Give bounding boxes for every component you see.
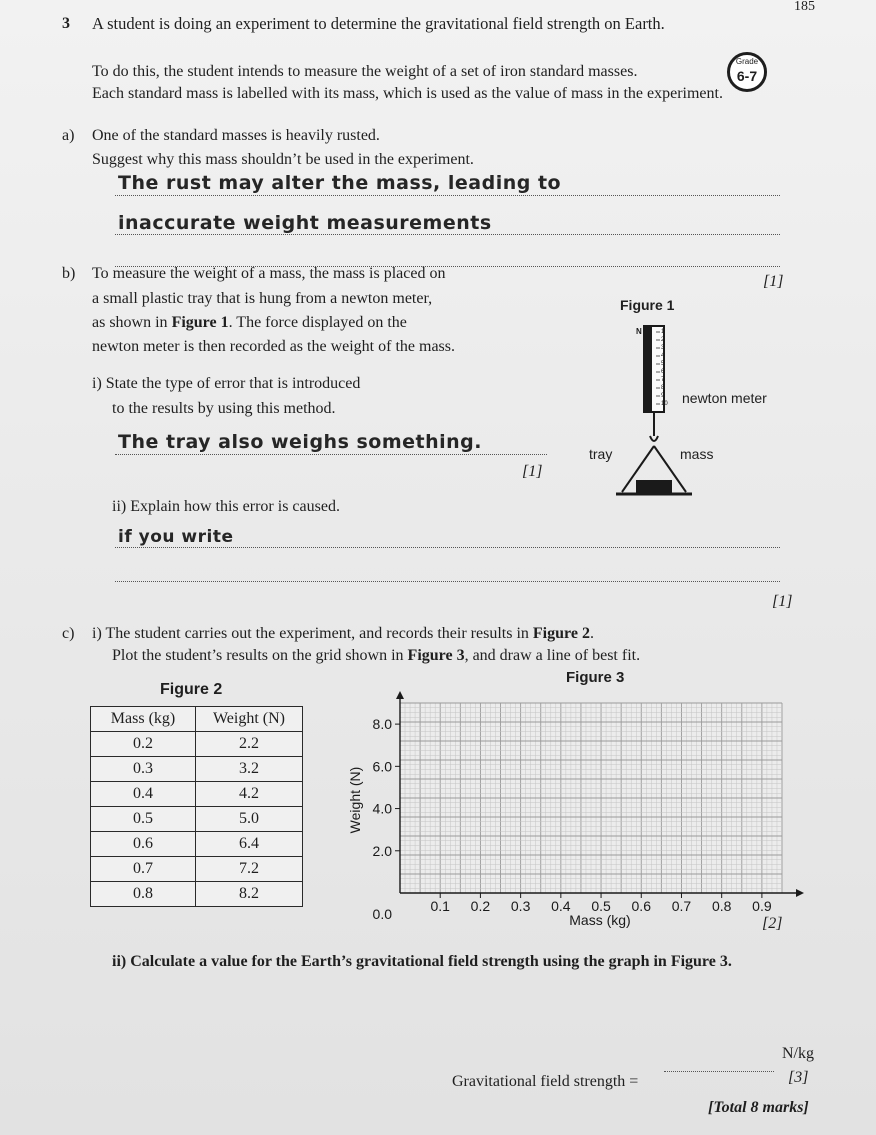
x-axis-arrow [796,889,804,897]
scale-number: 1 [661,329,665,335]
part-c-i-marks: [2] [762,915,783,932]
newton-meter-unit: N [636,327,642,336]
part-c-label: c) [62,625,75,642]
part-b-ii-answer: if you write [118,527,234,547]
scale-number: 8 [661,385,665,391]
part-b-ii-marks: [1] [772,593,793,610]
part-c-ii-marks: [3] [788,1069,809,1086]
part-b-i-line-2: to the results by using this method. [112,400,336,417]
weight-cell: 8.2 [196,882,303,907]
weight-mass-graph[interactable] [340,685,820,930]
part-b-label: b) [62,265,76,282]
y-tick-label: 2.0 [372,842,392,859]
part-a-line-2: Suggest why this mass shouldn’t be used in the experiment. [92,151,474,168]
y-axis-label: Weight (N) [347,766,363,834]
mass-cell: 0.6 [91,832,196,857]
answer-line-bii-2 [115,581,780,582]
part-b-i-answer: The tray also weighs something. [118,431,483,453]
part-a-label: a) [62,127,75,144]
figure3-title: Figure 3 [566,669,625,686]
scale-number: 7 [661,377,665,383]
part-b-i-marks: [1] [522,463,543,480]
weight-cell: 2.2 [196,732,303,757]
origin-label: 0.0 [372,906,392,922]
answer-input-line[interactable] [664,1071,774,1072]
table-row [91,732,303,757]
x-tick-label: 0.4 [551,898,571,914]
mass-cell: 0.4 [91,782,196,807]
answer-line-a1 [115,195,780,196]
table-row [91,757,303,782]
results-table [90,706,303,907]
part-b-line-1: To measure the weight of a mass, the mass is placed on [92,265,446,282]
total-marks: [Total 8 marks] [708,1099,809,1116]
part-b-ii-line: ii) Explain how this error is caused. [112,498,340,515]
grade-badge [727,52,767,92]
mass-label: mass [680,446,714,462]
table-row [91,857,303,882]
answer-line-a2 [115,234,780,235]
x-tick-label: 0.6 [631,898,651,914]
part-a-line-1: One of the standard masses is heavily rusted. [92,127,380,144]
figure1-title: Figure 1 [620,297,675,313]
part-b-line-4: newton meter is then recorded as the weight of the mass. [92,338,455,355]
x-tick-label: 0.8 [711,898,732,914]
answer-line-bi [115,454,547,455]
weight-cell: 4.2 [196,782,303,807]
intro-line-3: Each standard mass is labelled with its mass, which is used as the value of mass in the experiment. [92,85,723,102]
weight-cell: 7.2 [196,857,303,882]
part-a-answer-2: inaccurate weight measurements [118,212,492,234]
scale-number: 9 [661,393,665,399]
x-tick-label: 0.9 [752,898,772,914]
newton-meter-diagram [600,318,710,504]
y-tick-label: 4.0 [372,800,392,817]
part-a-marks: [1] [763,273,784,290]
mass-cell: 0.2 [91,732,196,757]
weight-cell: 5.0 [196,807,303,832]
mass-cell: 0.3 [91,757,196,782]
tray-label: tray [589,446,613,462]
table-row [91,782,303,807]
grade-badge-label: Grade [735,57,759,66]
scale-number: 4 [661,353,665,359]
x-tick-label: 0.2 [470,898,491,914]
answer-unit: N/kg [782,1045,814,1062]
scale-number: 2 [661,337,665,343]
newton-meter-label: newton meter [682,390,767,406]
figure2-title: Figure 2 [160,681,223,698]
mass-cell: 0.5 [91,807,196,832]
x-tick-label: 0.5 [591,898,611,914]
part-b-line-3: as shown in Figure 1. The force displayed on the [92,314,407,331]
grade-badge-value: 6-7 [736,68,758,84]
part-c-ii-line: ii) Calculate a value for the Earth’s gravitational field strength using the graph in Figure 3. [112,953,732,970]
y-tick-label: 6.0 [372,758,392,775]
y-tick-label: 8.0 [372,716,392,733]
scale-number: 10 [661,401,668,407]
weight-cell: 6.4 [196,832,303,857]
scale-number: 6 [661,369,665,375]
part-c-i-line-1: i) The student carries out the experiment, and records their results in Figure 2. [92,625,594,642]
y-axis-arrow [396,691,404,699]
table-row [91,882,303,907]
scale-number: 3 [661,345,665,351]
table-row [91,832,303,857]
x-tick-label: 0.1 [430,898,450,914]
mass-cell: 0.7 [91,857,196,882]
x-axis-label: Mass (kg) [569,912,631,928]
x-tick-label: 0.7 [671,898,692,914]
part-c-i-line-2: Plot the student’s results on the grid shown in Figure 3, and draw a line of best fit. [112,647,641,664]
intro-line-2: To do this, the student intends to measure the weight of a set of iron standard masses. [92,63,638,80]
part-b-line-2: a small plastic tray that is hung from a newton meter, [92,290,433,307]
mass-cell: 0.8 [91,882,196,907]
page-number: 185 [794,0,815,14]
question-number: 3 [62,15,70,32]
header-mass: Mass (kg) [91,707,196,732]
answer-line-bii-1 [115,547,780,548]
weight-cell: 3.2 [196,757,303,782]
intro-line-1: A student is doing an experiment to determine the gravitational field strength on Earth. [92,14,665,33]
x-tick-label: 0.3 [510,898,531,914]
answer-label: Gravitational field strength = [452,1073,639,1090]
scale-number: 5 [661,361,665,367]
header-weight: Weight (N) [196,707,303,732]
part-b-i-line-1: i) State the type of error that is introduced [92,375,361,392]
results-table-header [91,707,303,732]
part-a-answer-1: The rust may alter the mass, leading to [118,172,562,194]
table-row [91,807,303,832]
